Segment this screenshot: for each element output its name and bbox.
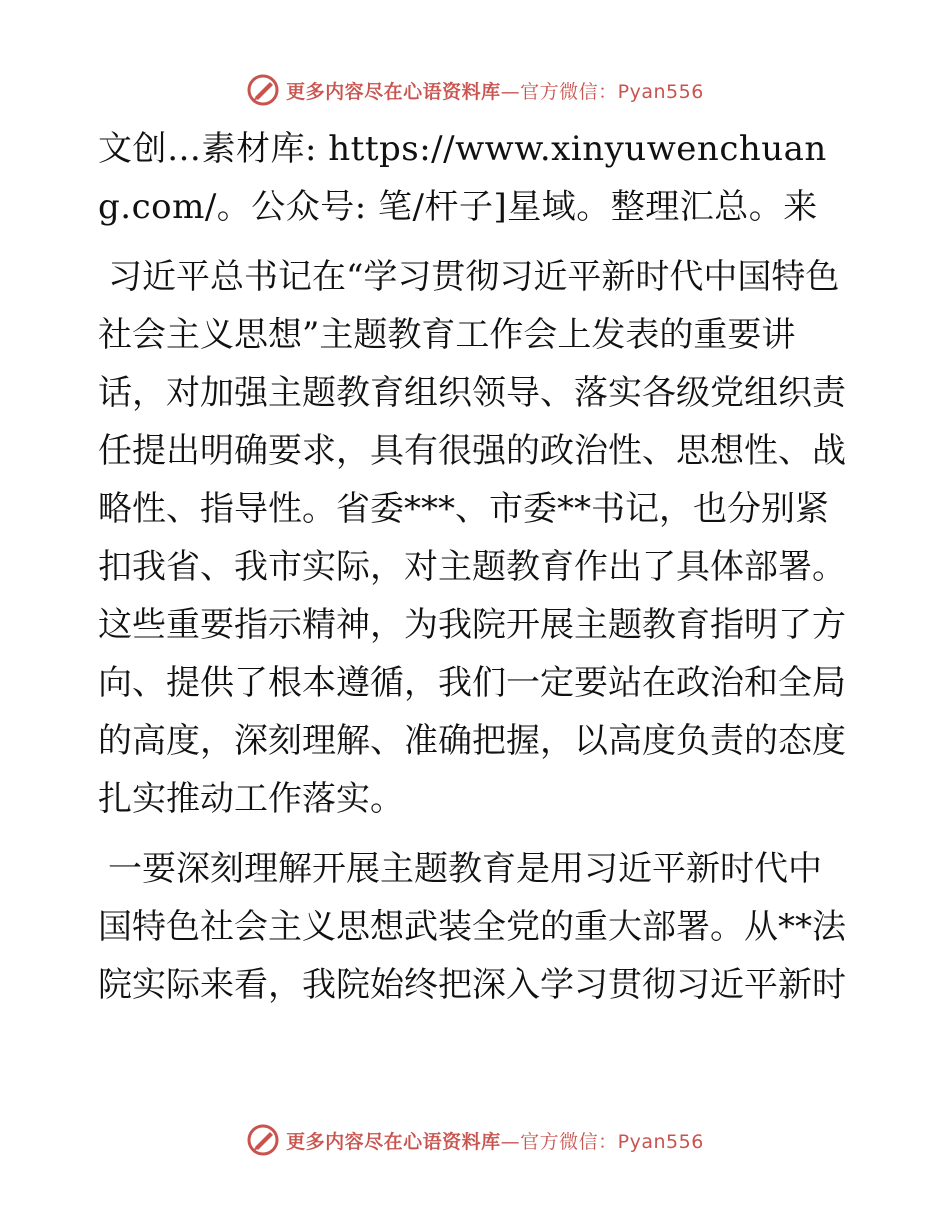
intro-paragraph: 文创…素材库: https://www.xinyuwenchuang.com/。公众号: 笔/杆子]星域。整理汇总。来 — [98, 129, 827, 227]
paragraph-1: 习近平总书记在“学习贯彻习近平新时代中国特色社会主义思想”主题教育工作会上发表的重要讲话，对加强主题教育组织领导、落实各级党组织责任提出明确要求，具有很强的政治性、思想性、战略性、指导性。省委***、市委**书记，也分别紧扣我省、我市实际，对主题教育作出了具体部署。这些重要指示精神，为我院开展主题教育指明了方向、提供了根本遵循，我们一定要站在政治和全局的高度，深刻理解、准确把握，以高度负责的态度扎实推动工作落实。 — [98, 257, 846, 819]
footer-banner-text — [286, 1127, 704, 1154]
footer-separator: — — [500, 1130, 521, 1153]
footer-contact: 官方微信：Pyan556 — [520, 1130, 704, 1153]
header-contact: 官方微信：Pyan556 — [520, 80, 704, 103]
pen-book-logo-icon — [246, 1123, 280, 1157]
header-banner — [0, 70, 950, 110]
paragraph-2: 一要深刻理解开展主题教育是用习近平新时代中国特色社会主义思想武装全党的重大部署。从**法院实际来看，我院始终把深入学习贯彻习近平新时 — [98, 849, 846, 1005]
pen-book-logo-icon — [246, 73, 280, 107]
header-banner-text — [286, 77, 704, 104]
header-brand: 更多内容尽在心语资料库 — [286, 80, 501, 103]
header-separator: — — [500, 80, 521, 103]
footer-banner — [0, 1120, 950, 1160]
document-body — [98, 120, 854, 1026]
footer-brand: 更多内容尽在心语资料库 — [286, 1130, 501, 1153]
